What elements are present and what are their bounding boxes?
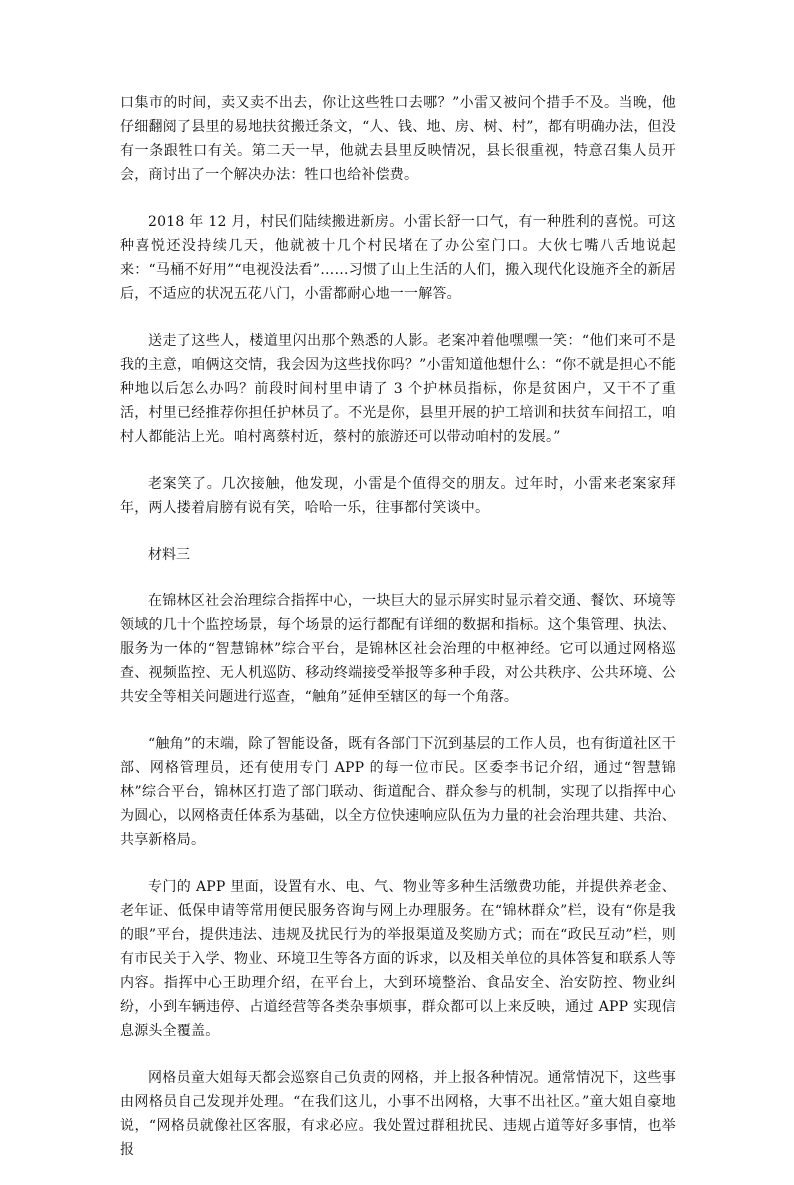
paragraph-continuation: 口集市的时间，卖又卖不出去，你让这些牲口去哪？”小雷又被问个措手不及。当晚，他仔细翻阅了县里的易地扶贫搬迁条文，“人、钱、地、房、树、村”，都有明确办法，但没有一条跟牲口有关。第二天一早，他就去县里反映情况，县长很重视，特意召集人员开会，商讨出了一个解决办法：牲口也给补偿费。 [120,95,676,183]
paragraph-friendship: 老案笑了。几次接触，他发现，小雷是个值得交的朋友。过年时，小雷来老案家拜年，两人搂着肩膀有说有笑，哈哈一乐，往事都付笑谈中。 [120,476,676,516]
paragraph-new-houses: 2018 年 12 月，村民们陆续搬进新房。小雷长舒一口气，有一种胜利的喜悦。可这种喜悦还没持续几天，他就被十几个村民堵在了办公室门口。大伙七嘴八舌地说起来：“马桶不好用”“电视没法看”……习惯了山上生活的人们，搬入现代化设施齐全的新居后，不适应的状况五花八门，小雷都耐心地一一解答。 [120,214,676,302]
paragraph-app-services: 专门的 APP 里面，设置有水、电、气、物业等多种生活缴费功能，并提供养老金、老年证、低保申请等常用便民服务咨询与网上办理服务。在“锦林群众”栏，设有“你是我的眼”平台，提供违法、违规及扰民行为的举报渠道及奖励方式；而在“政民互动”栏，则有市民关于入学、物业、环境卫生等各方面的诉求，以及相关单位的具体答复和联系人等内容。指挥中心王助理介绍，在平台上，大到环境整治、食品安全、治安防控、物业纠纷，小到车辆违停、占道经营等各类杂事烦事，群众都可以上来反映，通过 APP 实现信息源头全覆盖。 [120,879,676,1039]
paragraph-grid-worker: 网格员童大姐每天都会巡察自己负责的网格，并上报各种情况。通常情况下，这些事由网格员自己发现并处理。“在我们这儿，小事不出网格，大事不出社区。”童大姐自豪地说，“网格员就像社区客服，有求必应。我处置过群租扰民、违规占道等好多事情，也举报 [120,1070,676,1158]
section-title: 材料三 [148,547,190,563]
paragraph-command-center: 在锦林区社会治理综合指挥中心，一块巨大的显示屏实时显示着交通、餐饮、环境等领域的几十个监控场景，每个场景的运行都配有详细的数据和指标。这个集管理、执法、服务为一体的“智慧锦林”综合平台，是锦林区社会治理的中枢神经。它可以通过网格巡查、视频监控、无人机巡防、移动终端接受举报等多种手段，对公共秩序、公共环境、公共安全等相关问题进行巡查，“触角”延伸至辖区的每一个角落。 [120,593,676,705]
document-page [120,91,676,1185]
paragraph-laoan-visit: 送走了这些人，楼道里闪出那个熟悉的人影。老案冲着他嘿嘿一笑：“他们来可不是我的主意，咱俩这交情，我会因为这些找你吗？”小雷知道他想什么：“你不就是担心不能种地以后怎么办吗？前段时间村里申请了 3 个护林员指标，你是贫困户，又干不了重活，村里已经推荐你担任护林员了。不光是你，县里开展的护工培训和扶贫车间招工，咱村人都能沾上光。咱村离蔡村近，蔡村的旅游还可以带动咱村的发展。” [120,333,676,445]
paragraph-tentacle-end: “触角”的末端，除了智能设备，既有各部门下沉到基层的工作人员，也有街道社区干部、网格管理员，还有使用专门 APP 的每一位市民。区委李书记介绍，通过“智慧锦林”综合平台，锦林区打造了部门联动、街道配合、群众参与的机制，实现了以指挥中心为圆心，以网格责任体系为基础，以全方位快速响应队伍为力量的社会治理共建、共治、共享新格局。 [120,736,676,848]
